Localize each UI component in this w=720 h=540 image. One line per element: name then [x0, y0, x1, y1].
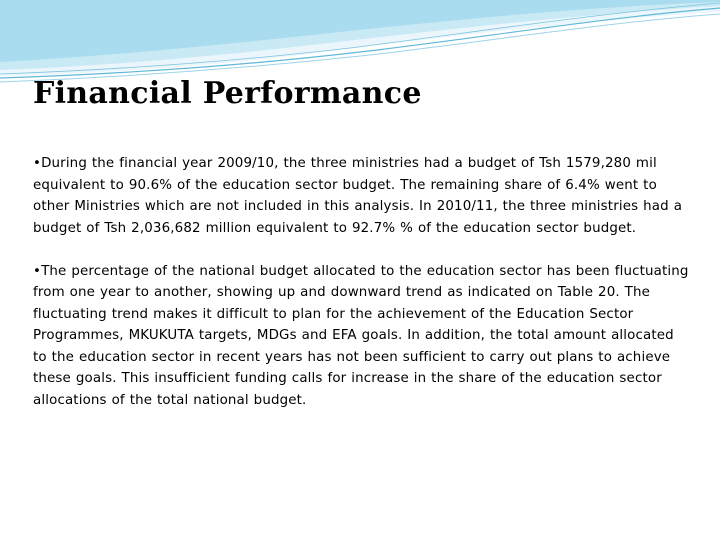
slide-body — [33, 153, 689, 411]
bullet-marker: • — [33, 263, 42, 279]
paragraph-text: The percentage of the national budget allocated to the education sector has been fluctuating from one year to another, showing up and downward trend as indicated on Table 20. The fluctuating trend makes it difficult to plan for the achievement of the Education Sector Programmes, MKUKUTA targets, MDGs and EFA goals. In addition, the total amount allocated to the education sector in recent years has not been sufficient to carry out plans to achieve these goals. This insufficient funding calls for increase in the share of the education sector allocations of the total national budget. — [33, 263, 689, 408]
bullet-paragraph — [33, 153, 689, 239]
slide-title: Financial Performance — [33, 76, 422, 111]
bullet-paragraph — [33, 261, 689, 412]
paragraph-text: During the financial year 2009/10, the three ministries had a budget of Tsh 1579,280 mil equivalent to 90.6% of the education sector budget. The remaining share of 6.4% went to other Ministries which are not included in this analysis. In 2010/11, the three ministries had a budget of Tsh 2,036,682 million equivalent to 92.7% % of the education sector budget. — [33, 156, 683, 236]
bullet-marker: • — [33, 156, 42, 171]
